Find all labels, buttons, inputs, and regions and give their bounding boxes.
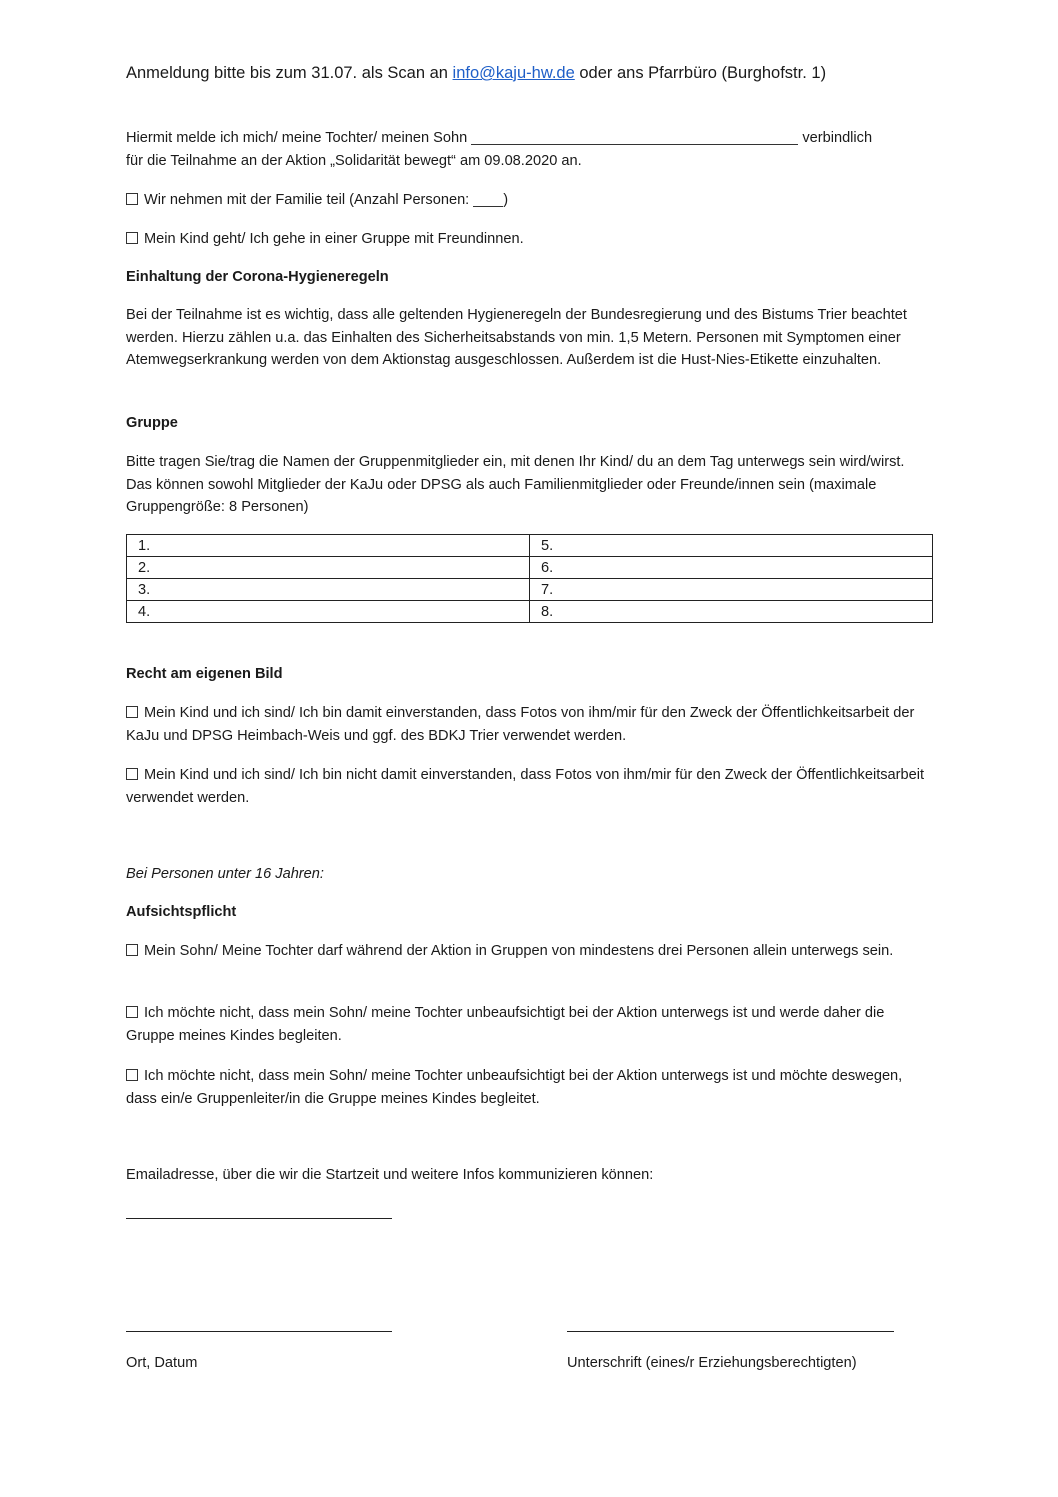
- submission-instructions: [126, 64, 826, 83]
- image-refusal-checkbox[interactable]: [126, 768, 138, 780]
- supervision-option-3-label: Ich möchte nicht, dass mein Sohn/ meine Tochter unbeaufsichtigt bei der Aktion unterwegs ist und möchte deswegen, dass ein/e Gruppenleiter/in die Gruppe meines Kindes begleitet.: [126, 1068, 903, 1107]
- instructions-suffix: oder ans Pfarrbüro (Burghofstr. 1): [574, 64, 827, 82]
- image-consent-checkbox[interactable]: [126, 706, 138, 718]
- supervision-option-2: [126, 1002, 934, 1047]
- table-row: [127, 601, 933, 623]
- instructions-prefix: Anmeldung bitte bis zum 31.07. als Scan an: [126, 64, 453, 82]
- place-date-field[interactable]: [126, 1331, 392, 1332]
- email-link[interactable]: info@kaju-hw.de: [452, 64, 575, 82]
- intro-text-end: verbindlich: [798, 130, 873, 146]
- person-count-field[interactable]: [473, 190, 503, 207]
- supervision-option-2-label: Ich möchte nicht, dass mein Sohn/ meine Tochter unbeaufsichtigt bei der Aktion unterwegs ist und werde daher die Gruppe meines Kindes begleiten.: [126, 1005, 885, 1044]
- hygiene-heading: Einhaltung der Corona-Hygieneregeln: [126, 269, 389, 285]
- group-members-table: [126, 534, 933, 623]
- supervision-heading: Aufsichtspflicht: [126, 904, 237, 920]
- image-consent-option: [126, 702, 934, 747]
- member-field-1[interactable]: 1.: [127, 535, 530, 557]
- family-option-label: Wir nehmen mit der Familie teil (Anzahl Personen:: [144, 192, 474, 208]
- table-row: [127, 535, 933, 557]
- group-option-label: Mein Kind geht/ Ich gehe in einer Gruppe mit Freundinnen.: [144, 231, 524, 247]
- image-refusal-label: Mein Kind und ich sind/ Ich bin nicht damit einverstanden, dass Fotos von ihm/mir für den Zweck der Öffentlichkeitsarbeit verwendet werden.: [126, 767, 925, 806]
- minors-note: Bei Personen unter 16 Jahren:: [126, 866, 324, 882]
- image-consent-label: Mein Kind und ich sind/ Ich bin damit einverstanden, dass Fotos von ihm/mir für den Zweck der Öffentlichkeitsarbeit der KaJu und DPSG Heimbach-Weis und ggf. des BDKJ Trier verwendet werden.: [126, 705, 915, 744]
- family-option: [126, 189, 934, 212]
- member-field-7[interactable]: 7.: [530, 579, 933, 601]
- alone-in-group-checkbox[interactable]: [126, 944, 138, 956]
- image-rights-heading: Recht am eigenen Bild: [126, 666, 283, 682]
- member-field-4[interactable]: 4.: [127, 601, 530, 623]
- member-field-3[interactable]: 3.: [127, 579, 530, 601]
- group-heading: Gruppe: [126, 415, 178, 431]
- email-address-field[interactable]: [126, 1218, 392, 1219]
- member-field-8[interactable]: 8.: [530, 601, 933, 623]
- place-date-label: Ort, Datum: [126, 1355, 198, 1371]
- group-text: Bitte tragen Sie/trag die Namen der Gruppenmitglieder ein, mit denen Ihr Kind/ du an dem Tag unterwegs sein wird/wirst. Das können sowohl Mitglieder der KaJu oder DPSG als auch Familienmitglieder oder Freunde/innen sein (maximale Gruppengröße: 8 Personen): [126, 454, 905, 515]
- intro-text-line2: für die Teilnahme an der Aktion „Solidarität bewegt“ am 09.08.2020 an.: [126, 152, 582, 169]
- leader-accompanies-checkbox[interactable]: [126, 1069, 138, 1081]
- email-label: Emailadresse, über die wir die Startzeit und weitere Infos kommunizieren können:: [126, 1167, 654, 1183]
- group-checkbox[interactable]: [126, 232, 138, 244]
- hygiene-text: Bei der Teilnahme ist es wichtig, dass alle geltenden Hygieneregeln der Bundesregierung und des Bistums Trier beachtet werden. Hierzu zählen u.a. das Einhalten des Sicherheitsabstands von min. 1,5 Metern. Personen mit Symptomen einer Atemwegserkrankung werden von dem Aktionstag ausgeschlossen. Außerdem ist die Hust-Nies-Etikette einzuhalten.: [126, 307, 907, 368]
- registration-statement: [126, 127, 934, 172]
- parent-accompanies-checkbox[interactable]: [126, 1006, 138, 1018]
- supervision-option-3: [126, 1065, 934, 1110]
- member-field-6[interactable]: 6.: [530, 557, 933, 579]
- family-option-label-end: ): [503, 192, 509, 208]
- group-option: [126, 228, 934, 251]
- supervision-option-1: [126, 940, 934, 963]
- supervision-option-1-label: Mein Sohn/ Meine Tochter darf während der Aktion in Gruppen von mindestens drei Personen allein unterwegs sein.: [144, 943, 894, 959]
- table-row: [127, 579, 933, 601]
- family-checkbox[interactable]: [126, 193, 138, 205]
- signature-label: Unterschrift (eines/r Erziehungsberechtigten): [567, 1355, 857, 1371]
- member-field-2[interactable]: 2.: [127, 557, 530, 579]
- intro-text: Hiermit melde ich mich/ meine Tochter/ meinen Sohn: [126, 130, 472, 146]
- participant-name-field[interactable]: [471, 128, 798, 145]
- member-field-5[interactable]: 5.: [530, 535, 933, 557]
- image-refusal-option: [126, 764, 934, 809]
- signature-field[interactable]: [567, 1331, 894, 1332]
- table-row: [127, 557, 933, 579]
